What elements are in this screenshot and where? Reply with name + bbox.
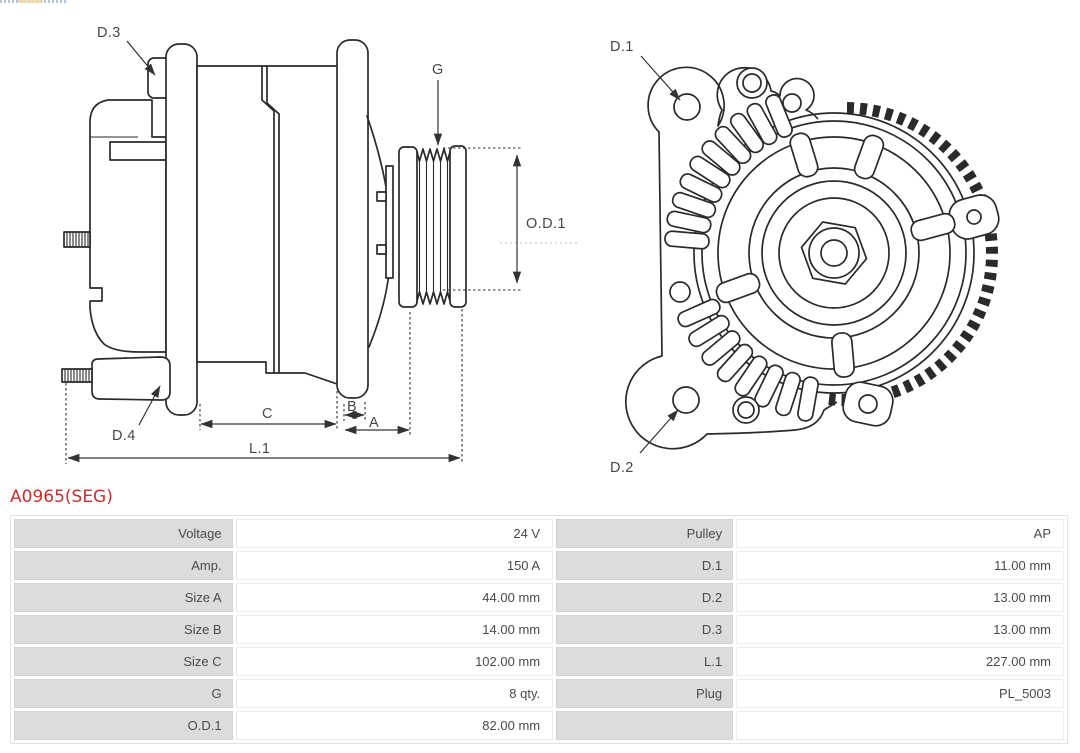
spec-table bbox=[10, 515, 1068, 744]
pulley-grooves-bottom bbox=[417, 292, 450, 304]
pulley-groove-lines bbox=[420, 161, 448, 292]
spec-value: PL_5003 bbox=[736, 679, 1064, 708]
dim-label-l1: L.1 bbox=[249, 441, 271, 457]
mounting-ear-rear bbox=[166, 44, 197, 415]
d4-mount-boss bbox=[92, 357, 170, 400]
spec-value: 227.00 mm bbox=[736, 647, 1064, 676]
spec-value: 102.00 mm bbox=[236, 647, 554, 676]
pulley-flange-left bbox=[399, 147, 417, 307]
mounting-hole-top-inner bbox=[743, 74, 761, 92]
spec-label: Plug bbox=[556, 679, 733, 708]
spec-row bbox=[14, 551, 1064, 580]
spec-label: D.2 bbox=[556, 583, 733, 612]
fan-spoke bbox=[831, 332, 855, 378]
spec-row bbox=[14, 647, 1064, 676]
spec-row bbox=[14, 711, 1064, 740]
flange-hole-left bbox=[670, 282, 690, 302]
rear-housing bbox=[90, 100, 166, 352]
spec-label: Size B bbox=[14, 615, 233, 644]
dim-label-d2: D.2 bbox=[610, 460, 634, 476]
spec-row bbox=[14, 583, 1064, 612]
spec-label: D.3 bbox=[556, 615, 733, 644]
spec-value: AP bbox=[736, 519, 1064, 548]
pulley-flange-right bbox=[450, 146, 466, 307]
side-view-drawing bbox=[62, 25, 578, 464]
mounting-ear-front bbox=[337, 40, 368, 398]
spec-label: G bbox=[14, 679, 233, 708]
spec-label: Amp. bbox=[14, 551, 233, 580]
dim-label-d1: D.1 bbox=[610, 39, 634, 55]
spec-value: 14.00 mm bbox=[236, 615, 554, 644]
terminal-block bbox=[110, 142, 166, 160]
shaft-washer bbox=[386, 166, 393, 278]
dim-label-d3: D.3 bbox=[97, 25, 121, 41]
spec-value: 82.00 mm bbox=[236, 711, 554, 740]
spec-value: 44.00 mm bbox=[236, 583, 554, 612]
spec-label: Size A bbox=[14, 583, 233, 612]
spec-row bbox=[14, 519, 1064, 548]
spec-label: L.1 bbox=[556, 647, 733, 676]
stator-body bbox=[197, 66, 340, 385]
spec-label: D.1 bbox=[556, 551, 733, 580]
terminal-stud bbox=[64, 232, 90, 247]
side-tab-bottom-hole bbox=[859, 395, 877, 413]
spec-value: 13.00 mm bbox=[736, 615, 1064, 644]
spec-label: Pulley bbox=[556, 519, 733, 548]
dim-label-b: B bbox=[347, 399, 358, 415]
spec-value: 13.00 mm bbox=[736, 583, 1064, 612]
spec-label: O.D.1 bbox=[14, 711, 233, 740]
spec-value: 8 qty. bbox=[236, 679, 554, 708]
spec-value bbox=[736, 711, 1064, 740]
dim-label-d4: D.4 bbox=[112, 428, 136, 444]
product-code-title: A0965(SEG) bbox=[10, 487, 113, 507]
front-view-drawing bbox=[610, 39, 1002, 476]
dim-label-a: A bbox=[369, 415, 380, 431]
shaft-key-lower bbox=[377, 245, 386, 254]
spec-label: Voltage bbox=[14, 519, 233, 548]
spec-row bbox=[14, 615, 1064, 644]
side-tab-right-hole bbox=[967, 210, 981, 224]
spec-label: Size C bbox=[14, 647, 233, 676]
spec-value: 11.00 mm bbox=[736, 551, 1064, 580]
shaft-end bbox=[821, 240, 847, 266]
mounting-hole-d2 bbox=[673, 387, 699, 413]
mounting-hole-small-top bbox=[783, 94, 801, 112]
spec-value: 24 V bbox=[236, 519, 554, 548]
spec-value: 150 A bbox=[236, 551, 554, 580]
dim-label-g: G bbox=[432, 62, 444, 78]
mounting-hole-bottom-inner bbox=[738, 402, 754, 418]
dim-label-c: C bbox=[262, 406, 273, 422]
dim-label-od1: O.D.1 bbox=[526, 216, 566, 232]
spec-row bbox=[14, 679, 1064, 708]
shaft-key-upper bbox=[377, 192, 386, 201]
vent-slot bbox=[664, 231, 709, 250]
spec-label bbox=[556, 711, 733, 740]
pulley-grooves-top bbox=[417, 149, 450, 161]
